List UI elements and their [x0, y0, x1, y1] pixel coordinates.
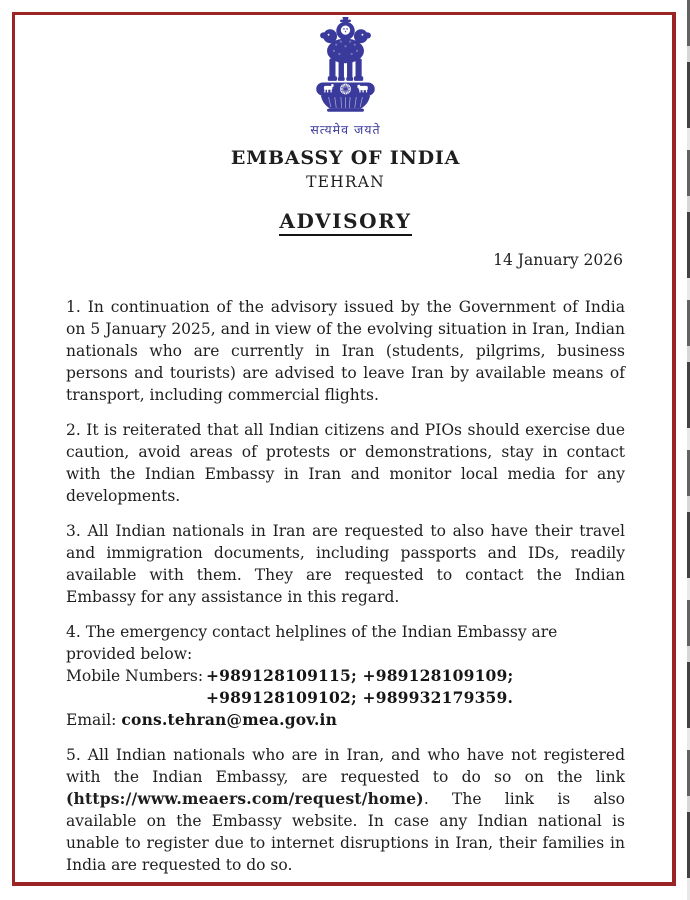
paragraph-5: [66, 744, 625, 876]
document-title-row: [66, 209, 625, 236]
email-address: cons.tehran@mea.gov.in: [121, 710, 338, 729]
paragraph-2: 2. It is reiterated that all Indian citizens and PIOs should exercise due caution, avoid areas of protests or demonstrations, stay in contact with the Indian Embassy in Iran and monitor local media for any developments.: [66, 421, 625, 505]
email-line: [66, 709, 625, 731]
para5-text-after-link: . The link is also available on the Embassy website. In case any Indian national is unable to register due to internet disruptions in Iran, their families in India are requested to do so.: [66, 790, 625, 874]
document-date: 14 January 2026: [493, 251, 623, 269]
document-title: ADVISORY: [279, 209, 411, 236]
registration-link-text: (https://www.meaers.com/request/home): [66, 789, 424, 808]
para5-text-before-link: 5. All Indian nationals who are in Iran, and who have not registered with the Indian Embassy, are requested to do so on the link: [66, 746, 625, 786]
mobile-numbers-line-1: +989128109115; +989128109109;: [206, 666, 514, 685]
email-label: Email:: [66, 711, 117, 729]
paragraph-1: 1. In continuation of the advisory issued by the Government of India on 5 January 2025, and in view of the evolving situation in Iran, Indian nationals who are currently in Iran (students, pilgrims, business persons and tourists) are advised to leave Iran by available means of transport, including commercial flights.: [66, 298, 625, 404]
embassy-name: EMBASSY OF INDIA: [230, 147, 461, 169]
document-content: [66, 16, 625, 876]
emblem-motto: सत्यमेव जयते: [310, 122, 381, 137]
mobile-numbers-block: [66, 665, 625, 709]
mobile-numbers-indent-spacer: [66, 687, 206, 709]
embassy-city: TEHRAN: [306, 173, 385, 191]
emblem-block: [66, 16, 625, 138]
mobile-numbers-label: Mobile Numbers:: [66, 667, 204, 685]
paragraph-4: [66, 621, 625, 731]
ashoka-lion-capital-emblem-icon: [307, 16, 384, 115]
helplines-intro: 4. The emergency contact helplines of the Indian Embassy are provided below:: [66, 623, 558, 663]
mobile-numbers-line-2: +989128109102; +989932179359.: [206, 688, 514, 707]
paragraph-3: 3. All Indian nationals in Iran are requested to also have their travel and immigration documents, including passports and IDs, readily available with them. They are requested to contact the Indian Embassy for any assistance in this regard.: [66, 522, 625, 606]
